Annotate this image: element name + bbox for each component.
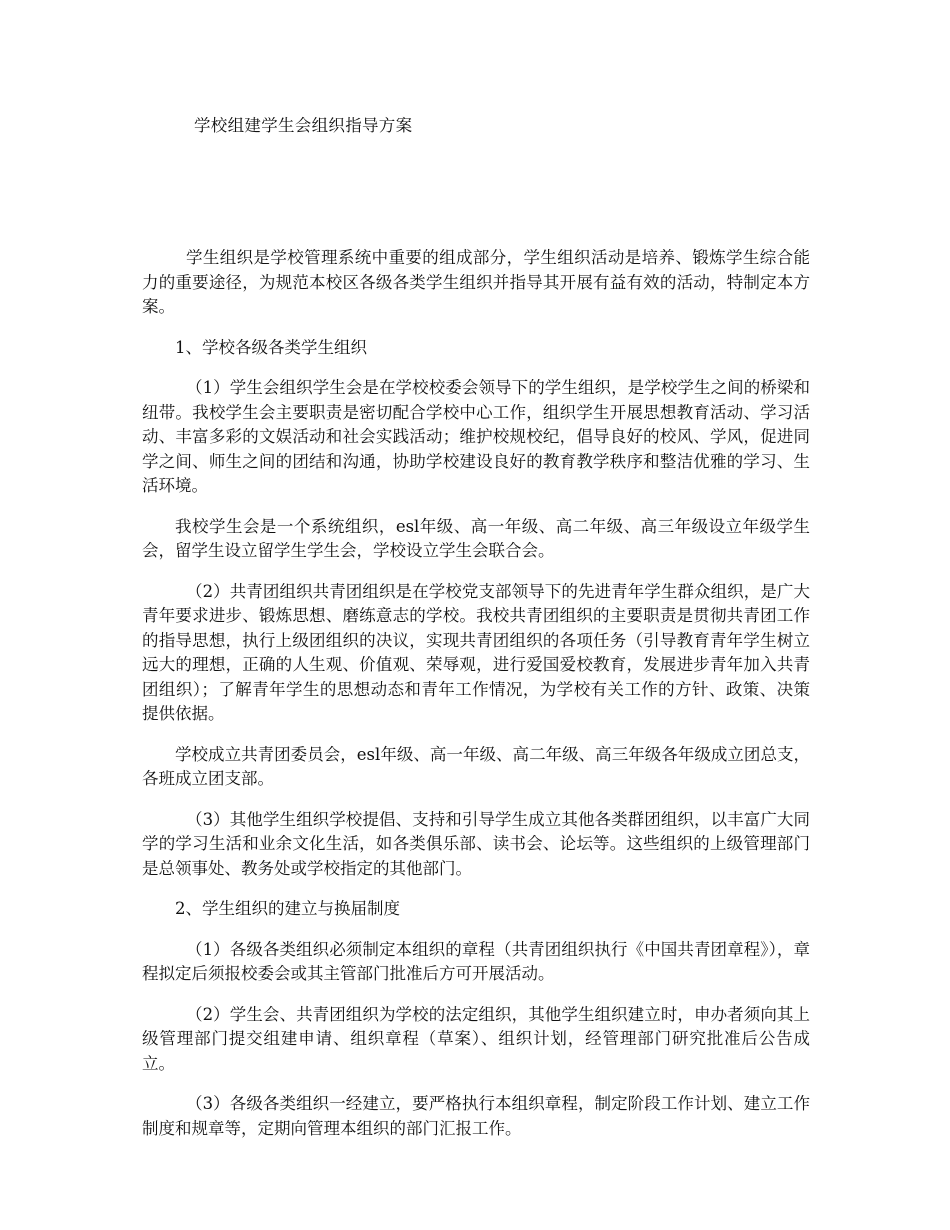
body-paragraph: 学生组织是学校管理系统中重要的组成部分，学生组织活动是培养、锻炼学生综合能力的重要途径，为规范本校区各级各类学生组织并指导其开展有益有效的活动，特制定本方案。 xyxy=(142,248,810,316)
body-paragraph: （3）各级各类组织一经建立，要严格执行本组织章程，制定阶段工作计划、建立工作制度和规章等，定期向管理本组织的部门汇报工作。 xyxy=(142,1094,810,1138)
body-paragraph: （2）共青团组织共青团组织是在学校党支部领导下的先进青年学生群众组织，是广大青年要求进步、锻炼思想、磨练意志的学校。我校共青团组织的主要职责是贯彻共青团工作的指导思想，执行上级团组织的决议，实现共青团组织的各项任务（引导教育青年学生树立远大的理想，正确的人生观、价值观、荣辱观，进行爱国爱校教育，发展进步青年加入共青团组织）；了解青年学生的思想动态和青年工作情况，为学校有关工作的方针、政策、决策提供依据。 xyxy=(142,581,810,723)
body-paragraph: （2）学生会、共青团组织为学校的法定组织，其他学生组织建立时，申办者须向其上级管理部门提交组建申请、组织章程（草案）、组织计划，经管理部门研究批准后公告成立。 xyxy=(142,1004,810,1073)
body-paragraph: （3）其他学生组织学校提倡、支持和引导学生成立其他各类群团组织，以丰富广大同学的学习生活和业余文化生活，如各类俱乐部、读书会、论坛等。这些组织的上级管理部门是总领事处、教务处或学校指定的其他部门。 xyxy=(142,809,810,878)
body-paragraph: 学校成立共青团委员会，esl年级、高一年级、高二年级、高三年级各年级成立团总支，各班成立团支部。 xyxy=(142,744,810,788)
section-heading: 2、学生组织的建立与换届制度 xyxy=(175,899,400,918)
document-page xyxy=(142,112,810,1157)
body-paragraph: （1）各级各类组织必须制定本组织的章程（共青团组织执行《中国共青团章程》），章程拟定后须报校委会或其主管部门批准后方可开展活动。 xyxy=(142,939,810,983)
body-paragraph: （1）学生会组织学生会是在学校校委会领导下的学生组织，是学校学生之间的桥梁和纽带。我校学生会主要职责是密切配合学校中心工作，组织学生开展思想教育活动、学习活动、丰富多彩的文娱活动和社会实践活动；维护校规校纪，倡导良好的校风、学风，促进同学之间、师生之间的团结和沟通，协助学校建设良好的教育教学秩序和整洁优雅的学习、生活环境。 xyxy=(142,378,810,495)
body-paragraph: 我校学生会是一个系统组织，esl年级、高一年级、高二年级、高三年级设立年级学生会，留学生设立留学生学生会，学校设立学生会联合会。 xyxy=(142,516,810,560)
section-heading: 1、学校各级各类学生组织 xyxy=(175,337,367,357)
document-title: 学校组建学生会组织指导方案 xyxy=(194,116,413,135)
document-body xyxy=(142,246,810,1141)
